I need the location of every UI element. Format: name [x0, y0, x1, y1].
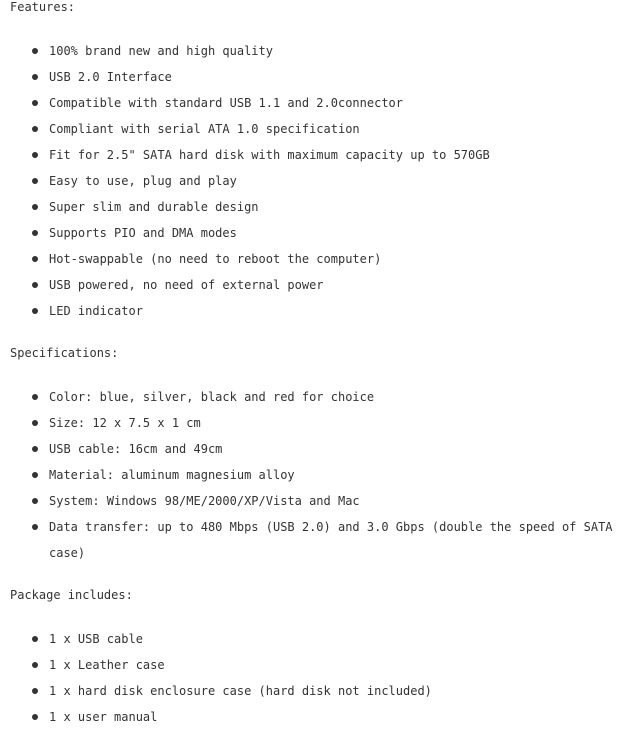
list-item	[10, 704, 636, 730]
list-item	[10, 272, 636, 298]
list-item	[10, 488, 636, 514]
list-item	[10, 462, 636, 488]
list-item	[10, 64, 636, 90]
bullet-icon	[32, 714, 38, 720]
list-item	[10, 194, 636, 220]
list-item-text: Color: blue, silver, black and red for choice	[49, 390, 375, 404]
list-item	[10, 142, 636, 168]
bullet-icon	[32, 524, 38, 530]
list-item	[10, 220, 636, 246]
list-item-text: 1 x hard disk enclosure case (hard disk not included)	[49, 684, 432, 698]
list-item-text: Compliant with serial ATA 1.0 specification	[49, 122, 360, 136]
list-item-text: Compatible with standard USB 1.1 and 2.0connector	[49, 96, 404, 110]
list-item	[10, 298, 636, 324]
bullet-icon	[32, 498, 38, 504]
bullet-icon	[32, 472, 38, 478]
list-item-text: USB powered, no need of external power	[49, 278, 324, 292]
list-item-text: Material: aluminum magnesium alloy	[49, 468, 295, 482]
list-item	[10, 626, 636, 652]
list-item-text: 1 x Leather case	[49, 658, 165, 672]
bullet-icon	[32, 282, 38, 288]
bullet-icon	[32, 100, 38, 106]
bullet-icon	[32, 394, 38, 400]
list-item-text: 1 x user manual	[49, 710, 158, 724]
list-item-text: Super slim and durable design	[49, 200, 259, 214]
bullet-icon	[32, 308, 38, 314]
bullet-icon	[32, 420, 38, 426]
bullet-icon	[32, 126, 38, 132]
list-item	[10, 116, 636, 142]
list-item	[10, 384, 636, 410]
list-item-text: USB cable: 16cm and 49cm	[49, 442, 223, 456]
bullet-icon	[32, 636, 38, 642]
list-item-text: System: Windows 98/ME/2000/XP/Vista and Mac	[49, 494, 360, 508]
list-item-text: Data transfer: up to 480 Mbps (USB 2.0) and 3.0 Gbps (double the speed of SATA case)	[49, 520, 613, 560]
bullet-icon	[32, 178, 38, 184]
list-item-text: Easy to use, plug and play	[49, 174, 237, 188]
bullet-icon	[32, 152, 38, 158]
list-item-text: LED indicator	[49, 304, 143, 318]
package-heading: Package includes:	[10, 588, 133, 602]
list-item-text: Fit for 2.5" SATA hard disk with maximum capacity up to 570GB	[49, 148, 490, 162]
bullet-icon	[32, 74, 38, 80]
list-item	[10, 436, 636, 462]
specifications-heading: Specifications:	[10, 346, 119, 360]
bullet-icon	[32, 662, 38, 668]
list-item-text: Size: 12 x 7.5 x 1 cm	[49, 416, 201, 430]
features-list	[10, 38, 636, 324]
list-item-text: Supports PIO and DMA modes	[49, 226, 237, 240]
bullet-icon	[32, 688, 38, 694]
package-list	[10, 626, 636, 730]
list-item-text: 1 x USB cable	[49, 632, 143, 646]
list-item	[10, 514, 636, 566]
list-item	[10, 410, 636, 436]
bullet-icon	[32, 204, 38, 210]
bullet-icon	[32, 256, 38, 262]
list-item	[10, 246, 636, 272]
specifications-list	[10, 384, 636, 566]
list-item-text: USB 2.0 Interface	[49, 70, 172, 84]
bullet-icon	[32, 230, 38, 236]
list-item-text: 100% brand new and high quality	[49, 44, 273, 58]
bullet-icon	[32, 446, 38, 452]
list-item	[10, 168, 636, 194]
list-item	[10, 90, 636, 116]
bullet-icon	[32, 48, 38, 54]
list-item	[10, 38, 636, 64]
list-item	[10, 678, 636, 704]
list-item-text: Hot-swappable (no need to reboot the computer)	[49, 252, 382, 266]
features-heading: Features:	[10, 0, 76, 14]
list-item	[10, 652, 636, 678]
